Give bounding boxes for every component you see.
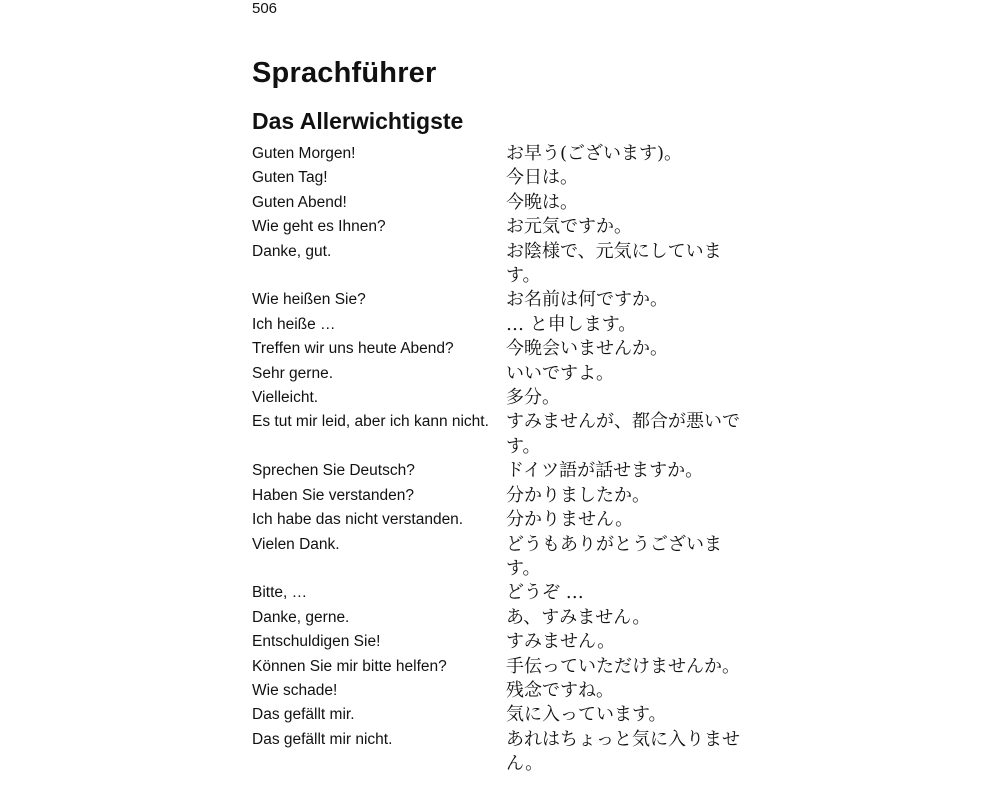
phrase-row (252, 166, 772, 190)
german-phrase: Das gefällt mir. (252, 706, 355, 724)
german-phrase: Guten Abend! (252, 193, 347, 211)
japanese-phrase: お名前は何ですか。 (506, 289, 668, 311)
german-phrase: Sehr gerne. (252, 364, 333, 382)
german-phrase: Guten Tag! (252, 169, 328, 187)
japanese-phrase: 気に入っています。 (506, 704, 667, 726)
book-page (252, 0, 772, 800)
phrase-row (252, 142, 772, 166)
phrase-row (252, 630, 772, 654)
phrase-row (252, 191, 772, 215)
phrase-row (252, 459, 772, 483)
german-phrase: Danke, gerne. (252, 608, 350, 626)
phrase-row (252, 679, 772, 703)
phrase-row (252, 508, 772, 532)
german-phrase: Wie heißen Sie? (252, 291, 366, 309)
page-title: Sprachführer (252, 57, 437, 89)
phrase-row (252, 386, 772, 410)
japanese-phrase: 今晩は。 (506, 191, 578, 213)
german-phrase: Vielen Dank. (252, 535, 340, 553)
japanese-phrase: すみませんが、都合が悪いです。 (506, 411, 740, 457)
japanese-phrase: どうもありがとうございます。 (506, 533, 722, 579)
page-number: 506 (252, 0, 278, 17)
phrase-row (252, 703, 772, 727)
german-phrase: Sprechen Sie Deutsch? (252, 462, 415, 480)
phrase-row (252, 728, 772, 777)
japanese-phrase: 手伝っていただけませんか。 (506, 655, 740, 677)
german-phrase: Das gefällt mir nicht. (252, 730, 393, 748)
german-phrase: Guten Morgen! (252, 145, 356, 162)
german-phrase: Entschuldigen Sie! (252, 633, 381, 651)
german-phrase: Es tut mir leid, aber ich kann nicht. (252, 413, 489, 431)
german-phrase: Danke, gut. (252, 242, 332, 260)
japanese-phrase: お元気ですか。 (506, 216, 632, 238)
german-phrase: Können Sie mir bitte helfen? (252, 657, 447, 675)
phrase-row (252, 655, 772, 679)
japanese-phrase: あれはちょっと気に入りません。 (506, 728, 740, 775)
german-phrase: Wie geht es Ihnen? (252, 218, 386, 236)
phrase-row (252, 215, 772, 239)
phrase-row (252, 288, 772, 312)
japanese-phrase: 今晩会いませんか。 (506, 338, 668, 360)
phrase-row (252, 606, 772, 630)
japanese-phrase: 分かりましたか。 (506, 484, 650, 506)
japanese-phrase: お陰様で、元気にしています。 (506, 240, 722, 287)
japanese-phrase: … と申します。 (506, 313, 637, 335)
german-phrase: Bitte, … (252, 584, 308, 602)
japanese-phrase: いいですよ。 (506, 362, 614, 384)
phrase-row (252, 313, 772, 337)
phrase-row (252, 240, 772, 289)
german-phrase: Haben Sie verstanden? (252, 486, 415, 504)
phrase-row (252, 410, 772, 459)
japanese-phrase: どうぞ … (506, 582, 584, 604)
phrase-row (252, 533, 772, 582)
japanese-phrase: お早う(ございます)。 (506, 143, 683, 164)
japanese-phrase: 分かりません。 (506, 509, 634, 531)
german-phrase: Ich heiße … (252, 315, 336, 333)
japanese-phrase: 多分。 (506, 387, 560, 409)
phrase-row (252, 581, 772, 605)
section-title: Das Allerwichtigste (252, 108, 464, 134)
japanese-phrase: あ、すみません。 (506, 606, 651, 628)
japanese-phrase: ドイツ語が話せますか。 (506, 460, 704, 482)
german-phrase: Vielleicht. (252, 389, 319, 407)
german-phrase: Ich habe das nicht verstanden. (252, 511, 464, 529)
german-phrase: Wie schade! (252, 681, 338, 699)
japanese-phrase: 今日は。 (506, 167, 578, 189)
japanese-phrase: すみません。 (506, 631, 616, 653)
phrase-row (252, 362, 772, 386)
phrase-list (252, 142, 772, 777)
phrase-row (252, 484, 772, 508)
phrase-row (252, 337, 772, 361)
german-phrase: Treffen wir uns heute Abend? (252, 340, 454, 358)
japanese-phrase: 残念ですね。 (506, 679, 614, 701)
